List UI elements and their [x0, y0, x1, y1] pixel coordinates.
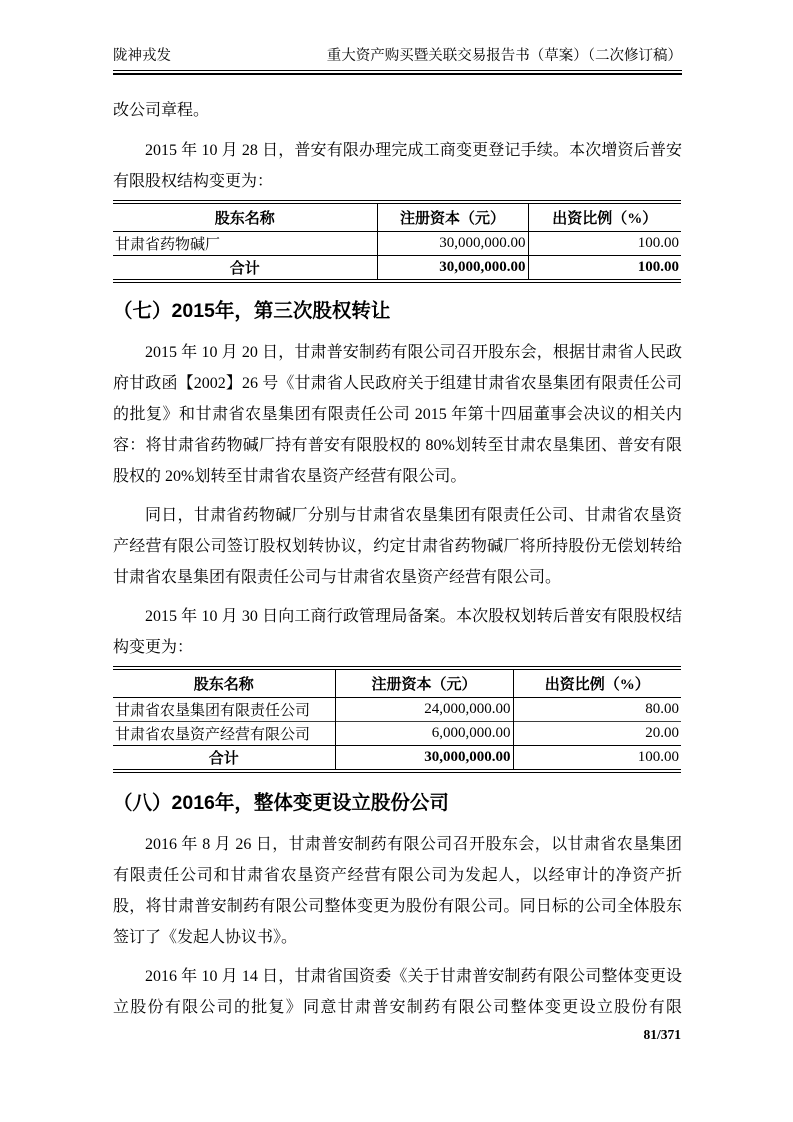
- total-capital-cell: 30,000,000.00: [377, 255, 528, 281]
- paragraph-continuation: 改公司章程。: [113, 101, 210, 119]
- total-ratio-cell: 100.00: [513, 745, 681, 771]
- table-total-row: [113, 745, 681, 771]
- section-heading-7: （七）2015年，第三次股权转让: [113, 299, 391, 322]
- column-header-registered-capital: 注册资本（元）: [335, 668, 513, 698]
- ratio-cell: 20.00: [513, 721, 681, 745]
- column-header-registered-capital: 注册资本（元）: [377, 202, 528, 232]
- registered-capital-cell: 24,000,000.00: [335, 697, 513, 721]
- paragraph-s8-2: 2016 年 10 月 14 日，甘肃省国资委《关于甘肃普安制药有限公司整体变更设立股份有限公司的批复》同意甘肃普安制药有限公司整体变更设立股份有限: [113, 967, 682, 1016]
- column-header-shareholder: 股东名称: [113, 668, 335, 698]
- paragraph-s7-3: 2015 年 10 月 30 日向工商行政管理局备案。本次股权划转后普安有限股权结构变更为：: [113, 607, 682, 656]
- ratio-cell: 100.00: [528, 231, 681, 255]
- total-ratio-cell: 100.00: [528, 255, 681, 281]
- shareholding-table-after-increase: [113, 200, 681, 283]
- paragraph-s7-1: 2015 年 10 月 20 日，甘肃普安制药有限公司召开股东会，根据甘肃省人民政府甘政函【2002】26 号《甘肃省人民政府关于组建甘肃省农垦集团有限责任公司的批复》和甘肃省农垦集团有限责任公司 2015 年第十四届董事会决议的相关内容：将甘肃省药物碱厂持有普安有限股权的 80%划转至甘肃农垦集团、普安有限股权的 20%划转至甘肃省农垦资产经营有限公司。: [113, 343, 682, 485]
- shareholding-table-after-transfer: [113, 666, 681, 773]
- header-report-title: 重大资产购买暨关联交易报告书（草案）（二次修订稿）: [326, 48, 682, 64]
- shareholder-name-cell: 甘肃省药物碱厂: [113, 231, 377, 255]
- paragraph-s8-1: 2016 年 8 月 26 日，甘肃普安制药有限公司召开股东会，以甘肃省农垦集团有限责任公司和甘肃省农垦资产经营有限公司为发起人，以经审计的净资产折股，将甘肃普安制药有限公司整体变更为股份有限公司。同日标的公司全体股东签订了《发起人协议书》。: [113, 835, 682, 946]
- shareholder-name-cell: 甘肃省农垦资产经营有限公司: [113, 721, 335, 745]
- total-label-cell: 合计: [113, 255, 377, 281]
- section-heading-8: （八）2016年，整体变更设立股份公司: [113, 791, 449, 814]
- ratio-cell: 80.00: [513, 697, 681, 721]
- page-number: 81/371: [643, 1027, 681, 1042]
- table-total-row: [113, 255, 681, 281]
- shareholder-name-cell: 甘肃省农垦集团有限责任公司: [113, 697, 335, 721]
- page-header: [113, 46, 682, 71]
- table-header-row: [113, 202, 681, 232]
- column-header-contribution-ratio: 出资比例（%）: [513, 668, 681, 698]
- header-rule: [113, 73, 682, 75]
- paragraph-s7-2: 同日，甘肃省药物碱厂分别与甘肃省农垦集团有限责任公司、甘肃省农垦资产经营有限公司签订股权划转协议，约定甘肃省药物碱厂将所持股份无偿划转给甘肃省农垦集团有限责任公司与甘肃省农垦资产经营有限公司。: [113, 506, 682, 586]
- table-row: [113, 231, 681, 255]
- table-header-row: [113, 668, 681, 698]
- paragraph-capital-increase: 2015 年 10 月 28 日，普安有限办理完成工商变更登记手续。本次增资后普安有限股权结构变更为：: [113, 141, 682, 190]
- header-company-short-name: 陇神戎发: [113, 48, 171, 64]
- registered-capital-cell: 6,000,000.00: [335, 721, 513, 745]
- column-header-shareholder: 股东名称: [113, 202, 377, 232]
- table-row: [113, 697, 681, 721]
- column-header-contribution-ratio: 出资比例（%）: [528, 202, 681, 232]
- table-row: [113, 721, 681, 745]
- total-label-cell: 合计: [113, 745, 335, 771]
- total-capital-cell: 30,000,000.00: [335, 745, 513, 771]
- registered-capital-cell: 30,000,000.00: [377, 231, 528, 255]
